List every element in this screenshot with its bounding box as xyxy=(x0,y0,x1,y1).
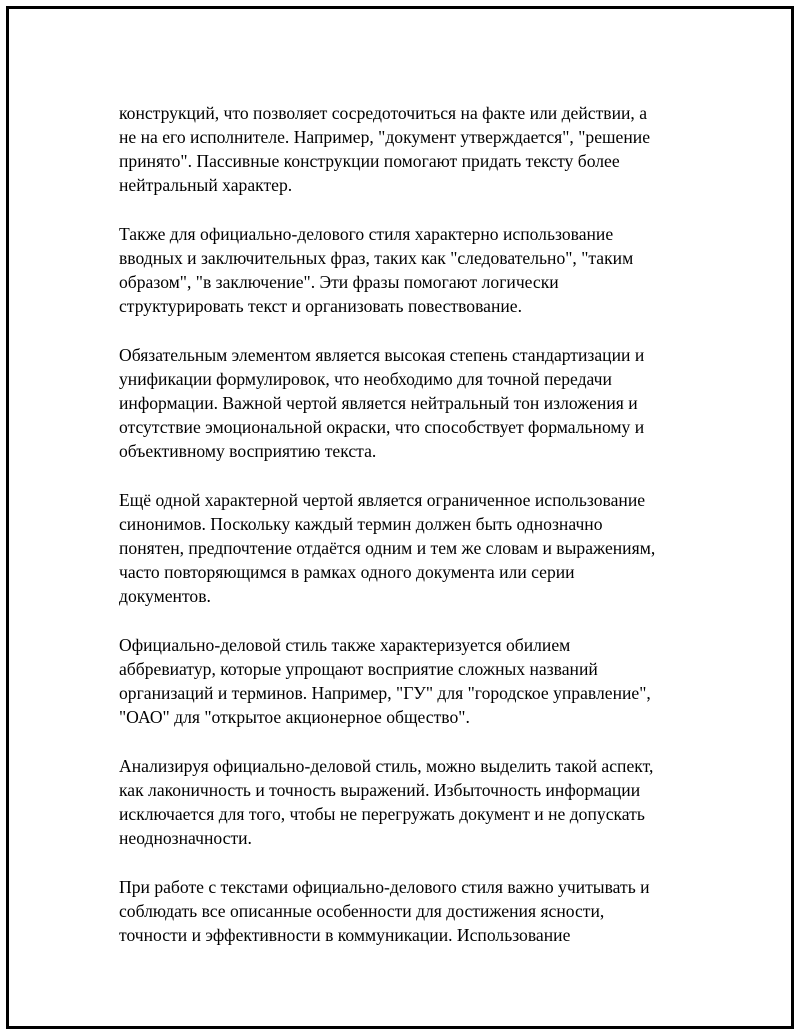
text-line: синонимов. Поскольку каждый термин должен быть однозначно xyxy=(119,514,603,534)
paragraph-5 xyxy=(119,633,697,729)
document-body xyxy=(119,101,697,947)
text-line: Ещё одной характерной чертой является ограниченное использование xyxy=(119,490,646,510)
page-frame xyxy=(6,6,794,1029)
text-line: исключается для того, чтобы не перегружать документ и не допускать xyxy=(119,804,645,824)
text-line: структурировать текст и организовать повествование. xyxy=(119,296,523,316)
text-line: вводных и заключительных фраз, таких как "следовательно", "таким xyxy=(119,248,634,268)
text-line: объективному восприятию текста. xyxy=(119,441,377,461)
text-line: Анализируя официально-деловой стиль, можно выделить такой аспект, xyxy=(119,756,654,776)
paragraph-2 xyxy=(119,222,697,318)
text-line: часто повторяющимся в рамках одного документа или серии xyxy=(119,562,575,582)
text-line: унификации формулировок, что необходимо для точной передачи xyxy=(119,369,612,389)
text-line: принято". Пассивные конструкции помогают придать тексту более xyxy=(119,151,620,171)
text-line: документов. xyxy=(119,586,211,606)
text-line: конструкций, что позволяет сосредоточиться на факте или действии, а xyxy=(119,103,648,123)
text-line: "ОАО" для "открытое акционерное общество". xyxy=(119,707,470,727)
text-line: информации. Важной чертой является нейтральный тон изложения и xyxy=(119,393,638,413)
text-line: соблюдать все описанные особенности для достижения ясности, xyxy=(119,901,605,921)
text-line: При работе с текстами официально-делового стиля важно учитывать и xyxy=(119,877,650,897)
text-line: точности и эффективности в коммуникации. Использование xyxy=(119,925,571,945)
text-line: Официально-деловой стиль также характеризуется обилием xyxy=(119,635,571,655)
text-line: аббревиатур, которые упрощают восприятие сложных названий xyxy=(119,659,598,679)
text-line: Обязательным элементом является высокая степень стандартизации и xyxy=(119,345,645,365)
text-line: отсутствие эмоциональной окраски, что способствует формальному и xyxy=(119,417,645,437)
text-line: Также для официально-делового стиля характерно использование xyxy=(119,224,614,244)
text-line: как лаконичность и точность выражений. Избыточность информации xyxy=(119,780,641,800)
paragraph-6 xyxy=(119,754,697,850)
paragraph-4 xyxy=(119,488,697,608)
text-line: не на его исполнителе. Например, "документ утверждается", "решение xyxy=(119,127,650,147)
text-line: организаций и терминов. Например, "ГУ" для "городское управление", xyxy=(119,683,651,703)
text-line: нейтральный характер. xyxy=(119,175,293,195)
paragraph-3 xyxy=(119,343,697,463)
text-line: образом", "в заключение". Эти фразы помогают логически xyxy=(119,272,559,292)
text-line: неоднозначности. xyxy=(119,828,252,848)
paragraph-7 xyxy=(119,875,697,947)
paragraph-1 xyxy=(119,101,697,197)
text-line: понятен, предпочтение отдаётся одним и тем же словам и выражениям, xyxy=(119,538,656,558)
